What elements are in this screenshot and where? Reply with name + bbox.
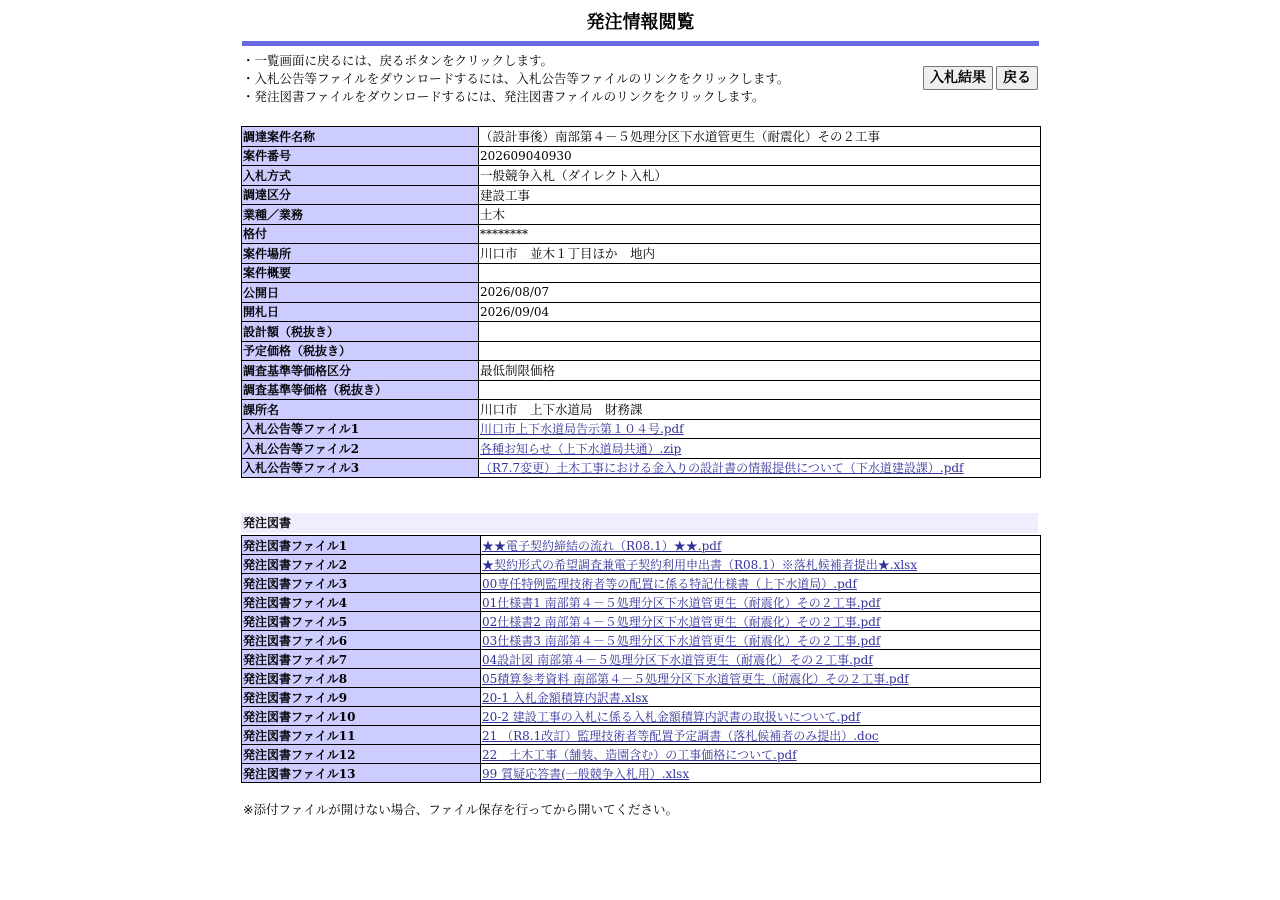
field-label: 課所名 (242, 400, 479, 420)
table-row (242, 593, 1041, 612)
table-row (242, 185, 1041, 205)
field-label: 調達区分 (242, 185, 479, 205)
table-row (242, 205, 1041, 225)
field-label: 予定価格（税抜き） (242, 341, 479, 361)
field-value: 202609040930 (479, 146, 1041, 166)
docs-section-heading: 発注図書 (241, 513, 1038, 533)
notice-file-link[interactable]: （R7.7変更）土木工事における金入りの設計書の情報提供について（下水道建設課）.pdf (480, 461, 964, 476)
field-label: 格付 (242, 224, 479, 244)
table-row (242, 361, 1041, 381)
field-value: 2026/08/07 (479, 283, 1041, 303)
field-value: （設計事後）南部第４－５処理分区下水道管更生（耐震化）その２工事 (479, 127, 1041, 147)
field-label: 公開日 (242, 283, 479, 303)
field-label: 調達案件名称 (242, 127, 479, 147)
field-label: 入札公告等ファイル3 (242, 458, 479, 478)
instruction-line: ・入札公告等ファイルをダウンロードするには、入札公告等ファイルのリンクをクリックします。 (242, 71, 790, 86)
table-row (242, 612, 1041, 631)
doc-file-link[interactable]: 03仕様書3 南部第４－５処理分区下水道管更生（耐震化）その２工事.pdf (482, 633, 881, 648)
field-value: 一般競争入札（ダイレクト入札） (479, 166, 1041, 186)
doc-label: 発注図書ファイル13 (242, 764, 481, 783)
instructions (242, 46, 1039, 116)
doc-file-link[interactable]: 22 土木工事（舗装、造園含む）の工事価格について.pdf (482, 747, 797, 762)
order-docs-table (241, 535, 1041, 783)
table-row (242, 380, 1041, 400)
table-row (242, 341, 1041, 361)
field-label: 入札方式 (242, 166, 479, 186)
field-value: 川口市 並木１丁目ほか 地内 (479, 244, 1041, 264)
table-row (242, 166, 1041, 186)
field-label: 調査基準等価格（税抜き） (242, 380, 479, 400)
table-row (242, 400, 1041, 420)
table-row (242, 555, 1041, 574)
field-label: 開札日 (242, 302, 479, 322)
field-value: 川口市 上下水道局 財務課 (479, 400, 1041, 420)
doc-file-link[interactable]: 21 （R8.1改訂）監理技術者等配置予定調書（落札候補者のみ提出）.doc (482, 728, 879, 743)
table-row (242, 146, 1041, 166)
table-row (242, 439, 1041, 459)
doc-label: 発注図書ファイル10 (242, 707, 481, 726)
doc-file-link[interactable]: 01仕様書1 南部第４－５処理分区下水道管更生（耐震化）その２工事.pdf (482, 595, 881, 610)
doc-file-link[interactable]: ★★電子契約締結の流れ（R08.1）★★.pdf (482, 538, 722, 553)
doc-label: 発注図書ファイル7 (242, 650, 481, 669)
page-title: 発注情報閲覧 (586, 12, 695, 33)
doc-label: 発注図書ファイル11 (242, 726, 481, 745)
field-label: 業種／業務 (242, 205, 479, 225)
instruction-line: ・一覧画面に戻るには、戻るボタンをクリックします。 (242, 53, 554, 68)
table-row (242, 127, 1041, 147)
table-row (242, 574, 1041, 593)
field-label: 案件概要 (242, 263, 479, 283)
table-row (242, 631, 1041, 650)
field-value: 土木 (479, 205, 1041, 225)
table-row (242, 726, 1041, 745)
doc-label: 発注図書ファイル6 (242, 631, 481, 650)
doc-label: 発注図書ファイル4 (242, 593, 481, 612)
doc-label: 発注図書ファイル1 (242, 536, 481, 555)
table-row (242, 745, 1041, 764)
footer-note: ※添付ファイルが開けない場合、ファイル保存を行ってから開いてください。 (243, 802, 678, 817)
field-value: 最低制限価格 (479, 361, 1041, 381)
table-row (242, 224, 1041, 244)
notice-file-link[interactable]: 川口市上下水道局告示第１０４号.pdf (480, 422, 684, 437)
table-row (242, 764, 1041, 783)
doc-label: 発注図書ファイル9 (242, 688, 481, 707)
doc-label: 発注図書ファイル12 (242, 745, 481, 764)
doc-file-link[interactable]: 20-1 入札金額積算内訳書.xlsx (482, 690, 649, 705)
field-value: 2026/09/04 (479, 302, 1041, 322)
table-row (242, 458, 1041, 478)
notice-file-link[interactable]: 各種お知らせ（上下水道局共通）.zip (480, 441, 682, 456)
doc-file-link[interactable]: 00専任特例監理技術者等の配置に係る特記仕様書（上下水道局）.pdf (482, 576, 857, 591)
field-value (479, 341, 1041, 361)
field-label: 入札公告等ファイル2 (242, 439, 479, 459)
instruction-line: ・発注図書ファイルをダウンロードするには、発注図書ファイルのリンクをクリックします。 (242, 89, 765, 104)
doc-file-link[interactable]: ★契約形式の希望調査兼電子契約利用申出書（R08.1）※落札候補者提出★.xlsx (482, 557, 918, 572)
field-label: 入札公告等ファイル1 (242, 419, 479, 439)
back-button[interactable]: 戻る (996, 66, 1038, 90)
field-value (479, 380, 1041, 400)
table-row (242, 669, 1041, 688)
doc-file-link[interactable]: 02仕様書2 南部第４－５処理分区下水道管更生（耐震化）その２工事.pdf (482, 614, 881, 629)
action-buttons (923, 66, 1038, 90)
field-value: 建設工事 (479, 185, 1041, 205)
field-label: 案件番号 (242, 146, 479, 166)
table-row (242, 322, 1041, 342)
table-row (242, 302, 1041, 322)
table-row (242, 536, 1041, 555)
field-label: 調査基準等価格区分 (242, 361, 479, 381)
doc-label: 発注図書ファイル8 (242, 669, 481, 688)
table-row (242, 650, 1041, 669)
doc-label: 発注図書ファイル2 (242, 555, 481, 574)
table-row (242, 688, 1041, 707)
field-value (479, 322, 1041, 342)
order-info-table (241, 126, 1041, 478)
doc-file-link[interactable]: 20-2 建設工事の入札に係る入札金額積算内訳書の取扱いについて.pdf (482, 709, 861, 724)
doc-label: 発注図書ファイル5 (242, 612, 481, 631)
doc-file-link[interactable]: 99 質疑応答書(一般競争入札用）.xlsx (482, 766, 690, 781)
page-header (242, 0, 1039, 116)
field-label: 案件場所 (242, 244, 479, 264)
doc-file-link[interactable]: 04設計図 南部第４－５処理分区下水道管更生（耐震化）その２工事.pdf (482, 652, 873, 667)
table-row (242, 419, 1041, 439)
field-label: 設計額（税抜き） (242, 322, 479, 342)
field-value: ******** (479, 224, 1041, 244)
bid-result-button[interactable]: 入札結果 (923, 66, 993, 90)
table-row (242, 707, 1041, 726)
table-row (242, 283, 1041, 303)
table-row (242, 244, 1041, 264)
doc-label: 発注図書ファイル3 (242, 574, 481, 593)
table-row (242, 263, 1041, 283)
field-value (479, 263, 1041, 283)
doc-file-link[interactable]: 05積算参考資料 南部第４－５処理分区下水道管更生（耐震化）その２工事.pdf (482, 671, 909, 686)
